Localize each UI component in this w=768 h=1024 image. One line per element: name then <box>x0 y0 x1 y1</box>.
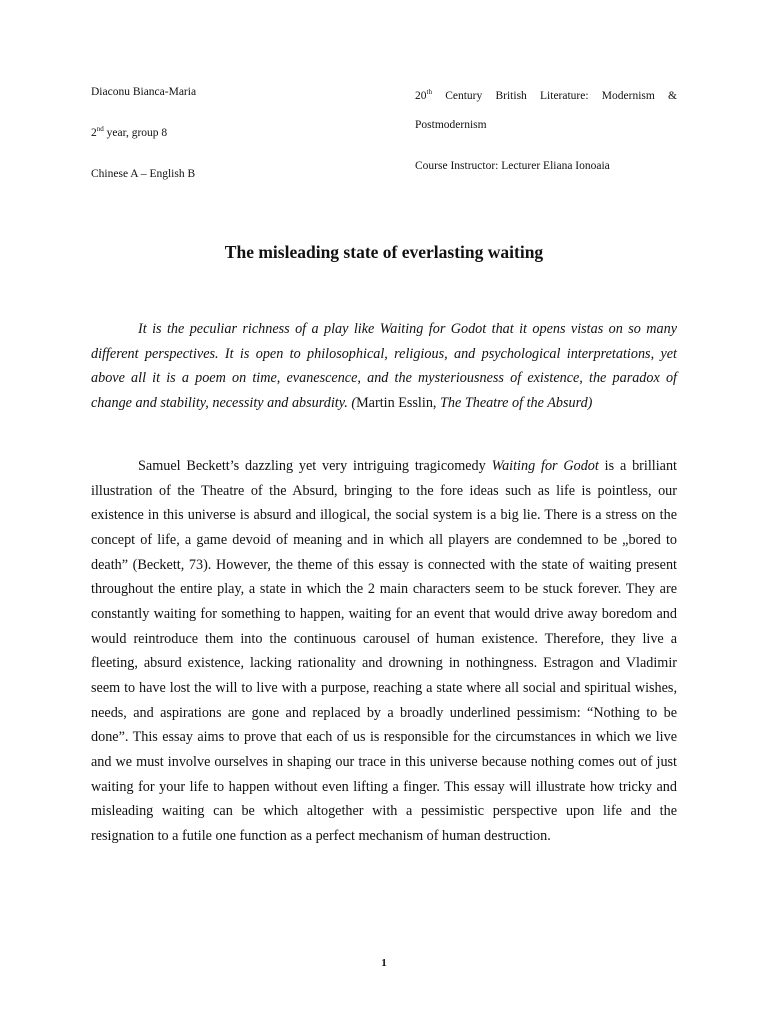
essay-title: The misleading state of everlasting waiting <box>224 242 544 262</box>
year-number: 2 <box>91 127 97 139</box>
epigraph-quote <box>91 317 677 415</box>
course-title-line2: Postmodernism <box>415 119 487 131</box>
play-title: Waiting for Godot <box>491 458 599 474</box>
course-title <box>415 88 677 104</box>
course-instructor: Course Instructor: Lecturer Eliana Ionoaia <box>415 160 610 172</box>
course-century: 20 <box>415 90 427 102</box>
body-paragraph <box>91 454 677 849</box>
year-group-rest: year, group 8 <box>103 127 168 139</box>
year-ordinal: nd <box>96 125 104 134</box>
quote-source: The Theatre of the Absurd) <box>440 394 593 411</box>
course-title-rest: Century British Literature: Modernism & <box>431 90 677 102</box>
year-group <box>91 125 167 141</box>
quote-attribution: Martin Esslin, <box>356 394 441 411</box>
programme: Chinese A – English B <box>91 168 196 180</box>
course-ordinal: th <box>426 88 432 97</box>
author-name: Diaconu Bianca-Maria <box>91 86 197 98</box>
paragraph-part-1: Samuel Beckett’s dazzling yet very intriguing tragicomedy <box>138 458 492 474</box>
paragraph-part-2: is a brilliant illustration of the Theatre of the Absurd, bringing to the fore ideas such as life is pointless, our existence in this universe is absurd and illogical, the social system is a big lie. There is a stress on the concept of life, a game devoid of meaning and in which all players are condemned to be „bored to death” (Beckett, 73). However, the theme of this essay is connected with the state of waiting present throughout the entire play, a state in which the 2 main characters seem to be stuck forever. They are constantly waiting for something to happen, waiting for an event that would drive away boredom and would reintroduce them into the continuous carousel of human existence. Therefore, they live a fleeting, absurd existence, lacking rationality and drowning in nothingness. Estragon and Vladimir seem to have lost the will to live with a purpose, reaching a state where all social and spiritual wishes, needs, and aspirations are gone and replaced by a broadly underlined pessimism: “Nothing to be done”. This essay aims to prove that each of us is responsible for the circumstances in which we live and we must involve ourselves in shaping our trace in this universe because nothing comes out of just waiting for your life to happen without even lifting a finger. This essay will illustrate how tricky and misleading waiting can be which altogether with a pessimistic perspective upon life and the resignation to a futile one function as a perfect mechanism of human destruction. <box>91 458 677 844</box>
page-number: 1 <box>381 957 387 969</box>
quote-text: It is the peculiar richness of a play like Waiting for Godot that it opens vistas on so many different perspectives. It is open to philosophical, religious, and psychological interpretations, yet above all it is a poem on time, evanescence, and the mysteriousness of existence, the paradox of change and stability, necessity and absurdity. ( <box>91 321 677 411</box>
